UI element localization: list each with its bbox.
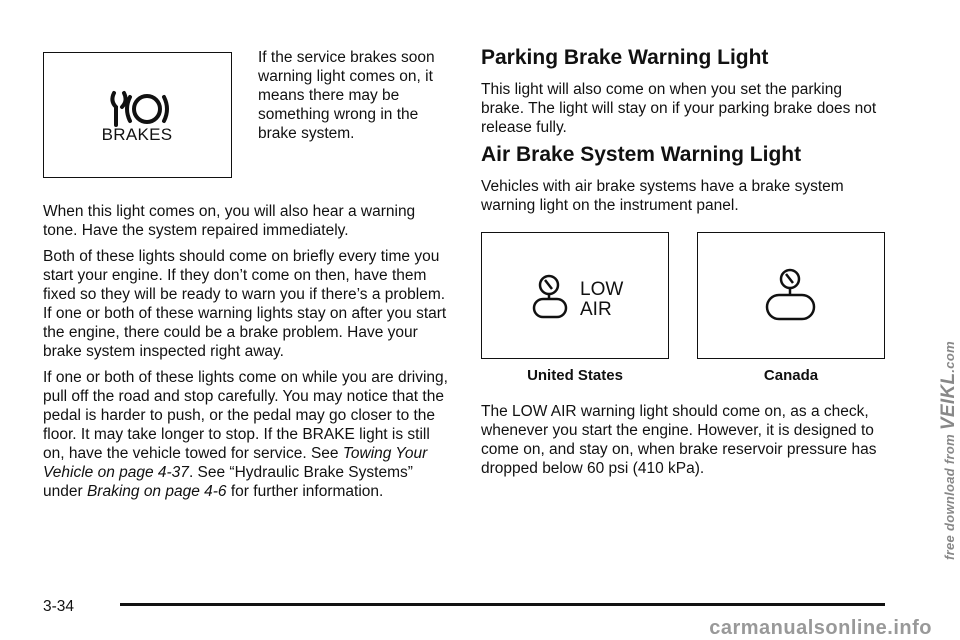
paragraph-lights-check: Both of these lights should come on briefly every time you start your engine. If they don’t come on then, have them fixed so they will be ready to warn you if there’s a problem. If one or both of these warning lights stay on after you start the engine, there could be a brake problem. Have your brake system inspected right away. (43, 248, 447, 360)
low-air-icon-us-box (481, 232, 669, 359)
left-body (43, 202, 448, 501)
heading-air-brake: Air Brake System Warning Light (481, 143, 802, 166)
caption-canada: Canada (763, 367, 819, 384)
footer-rule (120, 603, 885, 606)
parking-brake-text: This light will also come on when you set the parking brake. The light will stay on if your parking brake does not release fully. (481, 81, 877, 136)
brakes-icon-box (43, 52, 232, 178)
brakes-icon-label: BRAKES (101, 125, 173, 144)
braking-link[interactable]: Braking on page 4-6 (86, 483, 227, 500)
heading-parking-brake: Parking Brake Warning Light (481, 46, 769, 69)
air-brake-text: Vehicles with air brake systems have a brake system warning light on the instrument panel. (481, 178, 844, 214)
air-gauge-icon-canada (698, 233, 883, 357)
page-number: 3-34 (43, 598, 75, 615)
towing-link[interactable]: Towing Your Vehicle on page 4-37 (43, 445, 428, 481)
side-watermark: free download from VEIKL.com (938, 341, 959, 560)
low-air-description: The LOW AIR warning light should come on, as a check, whenever you start the engine. However, it is designed to come on, and stay on, when brake reservoir pressure has dropped below 60 psi (410 kPa). (481, 403, 877, 477)
footer-site-watermark: carmanualsonline.info (709, 617, 932, 639)
air-gauge-icon (482, 233, 667, 357)
paragraph-driving-advice: If one or both of these lights come on while you are driving, pull off the road and stop carefully. You may notice that the pedal is harder to push, or the pedal may go closer to the floor. It may take longer to stop. If the BRAKE light is still on, have the vehicle towed for service. See Towing Your Vehicle on page 4-37. See “Hydraulic Brake Systems” under Braking on page 4-6 for further information. (43, 369, 448, 500)
brakes-warning-icon (44, 53, 230, 176)
paragraph-warning-tone: When this light comes on, you will also hear a warning tone. Have the system repaired immediately. (43, 203, 416, 239)
brakes-intro-text: If the service brakes soon warning light comes on, it means there may be something wrong in the brake system. (258, 49, 435, 142)
low-air-text-low: LOW (580, 279, 624, 300)
low-air-text-air: AIR (580, 299, 612, 320)
watermark-brand: VEIKL (938, 372, 959, 431)
low-air-icon-canada-box (697, 232, 885, 359)
caption-united-states: United States (527, 367, 623, 384)
